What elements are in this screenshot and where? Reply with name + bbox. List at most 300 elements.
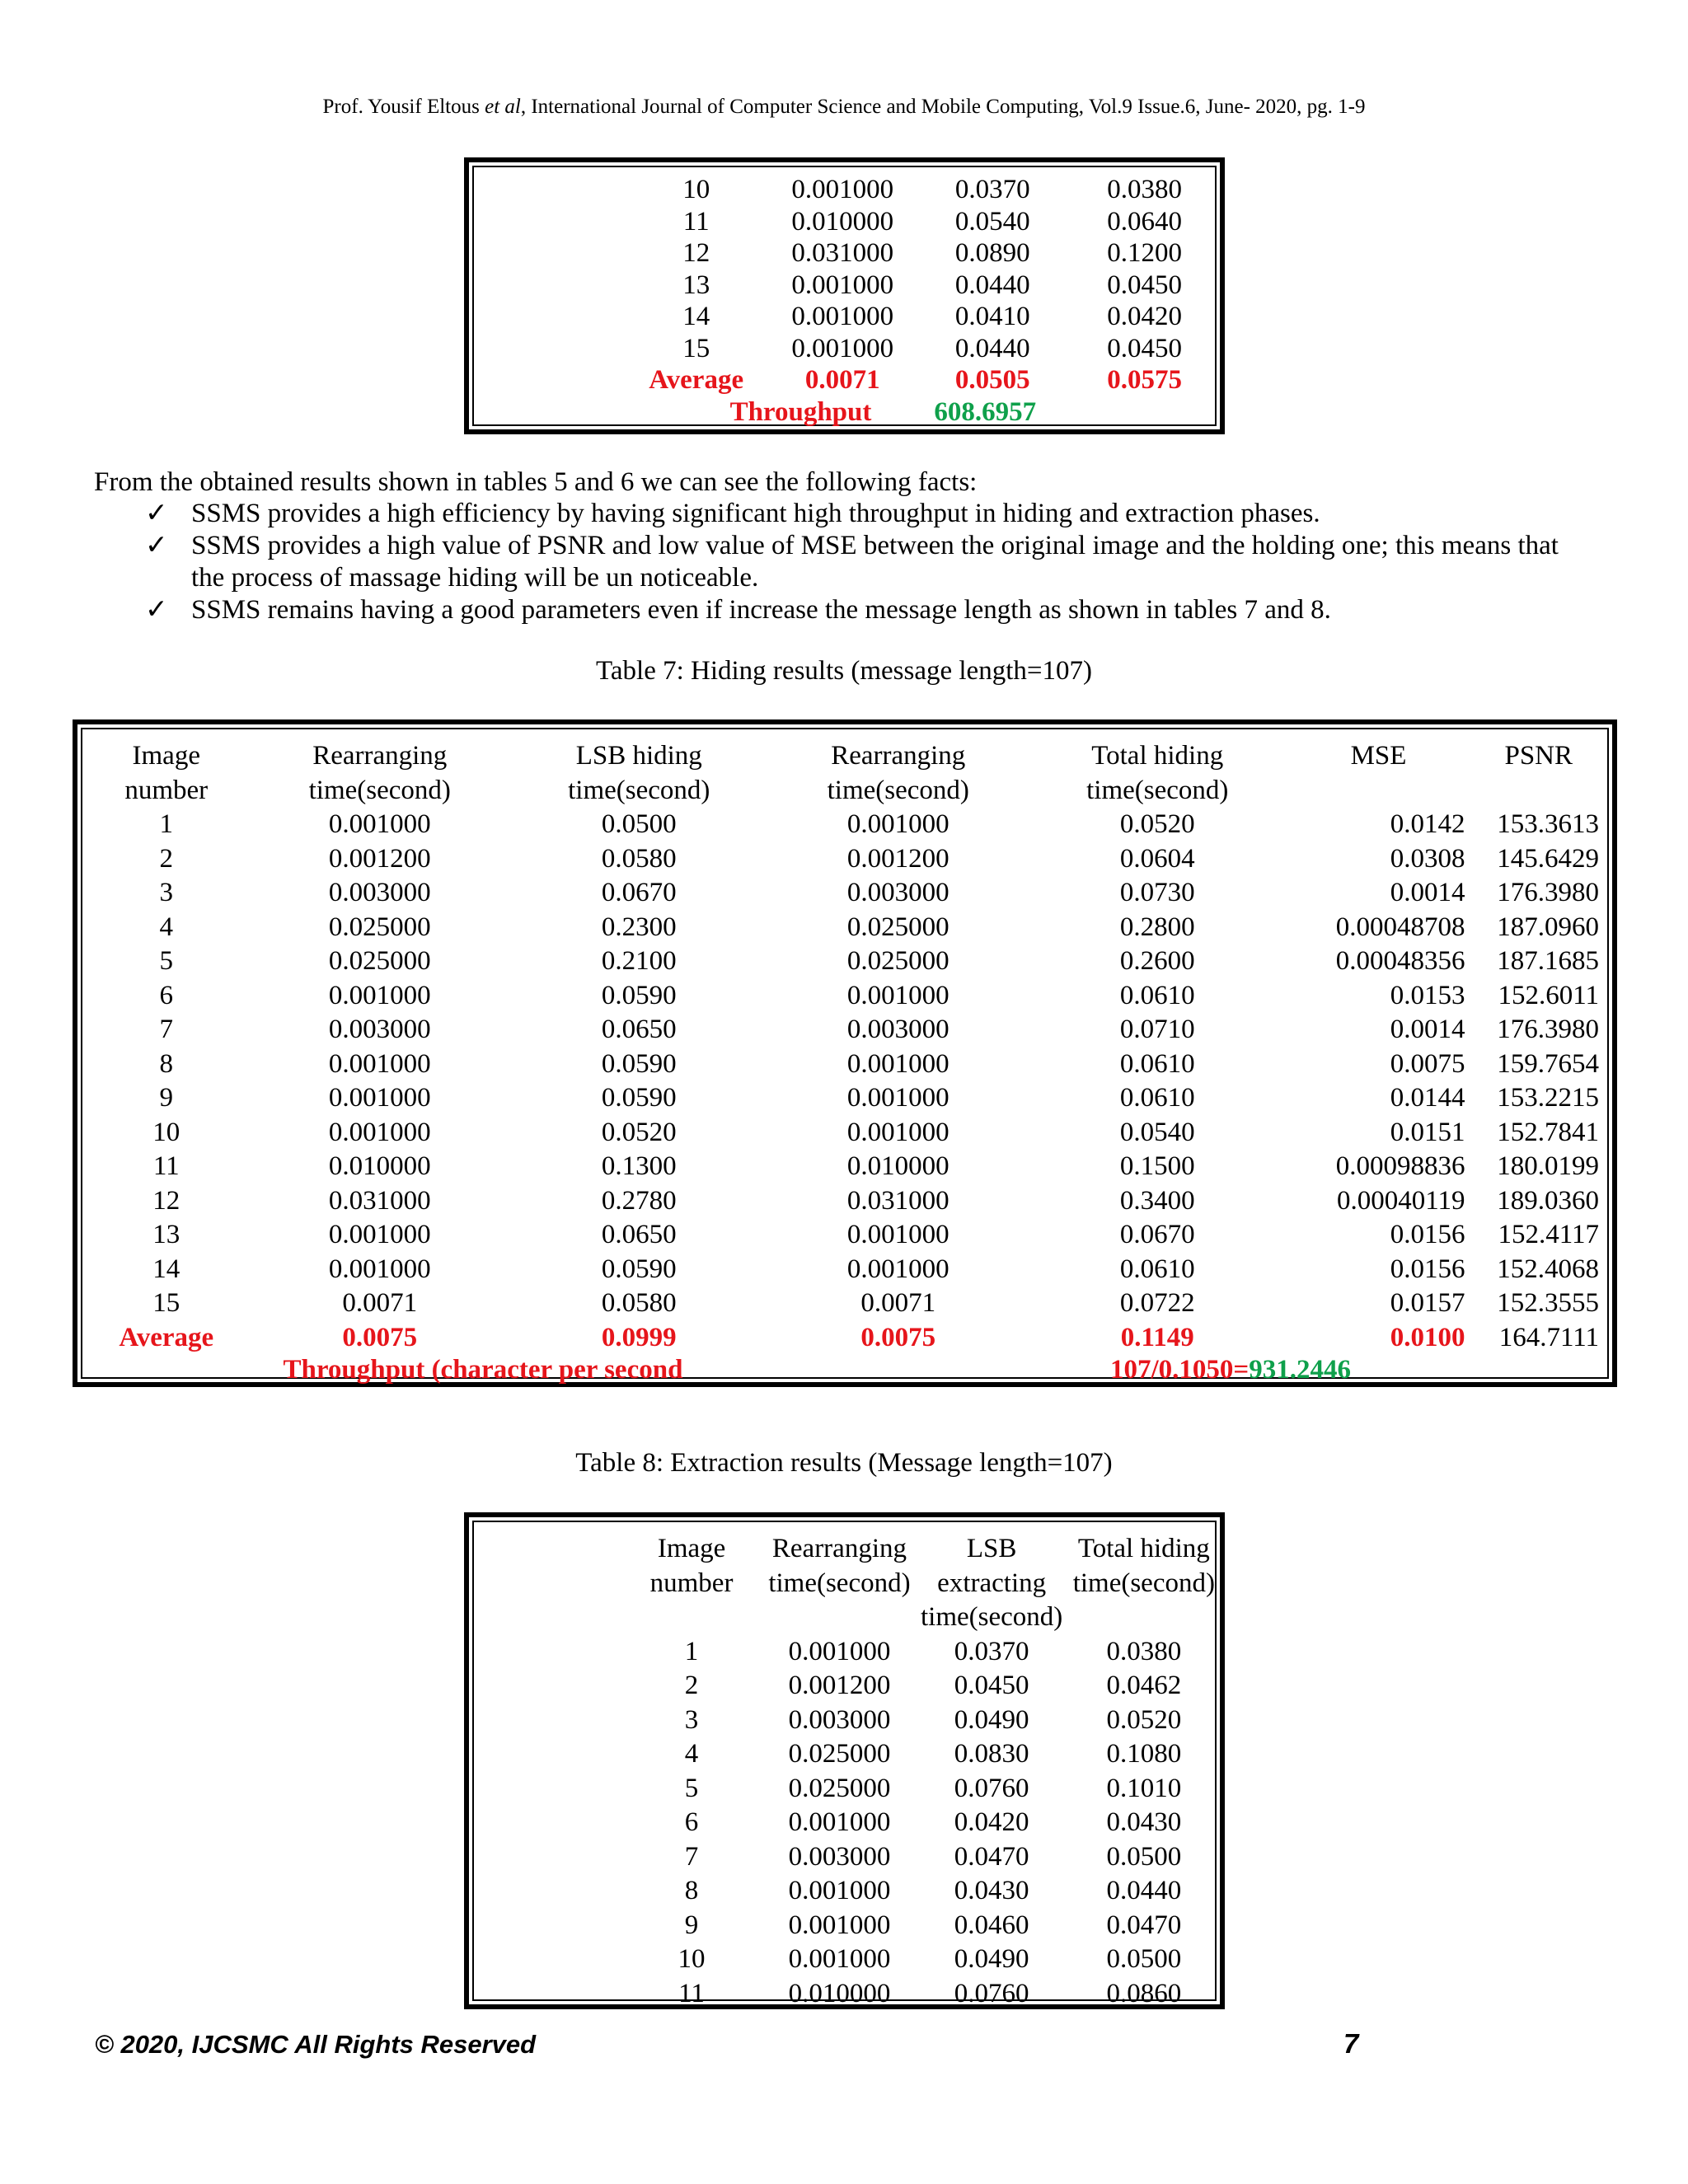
table-row bbox=[82, 1013, 1607, 1047]
table-row bbox=[474, 1635, 1215, 1670]
table-cell: 0.0370 bbox=[954, 1636, 1029, 1666]
table-cell: 0.0420 bbox=[954, 1807, 1029, 1837]
table-cell: 0.001000 bbox=[328, 1254, 431, 1284]
table-cell: 0.001000 bbox=[788, 1636, 891, 1666]
header-row bbox=[82, 739, 1607, 774]
table-cell: 0.0157 bbox=[1390, 1288, 1465, 1318]
table-cell: 0.0440 bbox=[954, 269, 1030, 300]
table-cell: 0.0580 bbox=[601, 1288, 677, 1318]
table-cell: 0.001000 bbox=[788, 1910, 891, 1940]
table-cell: 0.0450 bbox=[1107, 269, 1182, 300]
table-cell: 0.0470 bbox=[1106, 1910, 1182, 1940]
table-cell: 0.001000 bbox=[328, 1048, 431, 1079]
table-cell: 0.001000 bbox=[788, 1944, 891, 1974]
average-cell: 0.0505 bbox=[954, 365, 1030, 395]
spacer-cell bbox=[474, 1806, 615, 1840]
table-cell: 2 bbox=[159, 843, 173, 874]
table-cell: 14 bbox=[152, 1254, 181, 1284]
column-header: Total hiding bbox=[1091, 741, 1224, 771]
table-cell: 0.0500 bbox=[1106, 1841, 1182, 1872]
table-cell: 0.025000 bbox=[788, 1739, 891, 1769]
table-cell: 0.001000 bbox=[328, 1220, 431, 1249]
table-cell: 0.025000 bbox=[788, 1773, 891, 1803]
table-cell: 0.001000 bbox=[328, 1117, 431, 1147]
table-row bbox=[82, 1116, 1607, 1151]
spacer-cell bbox=[474, 206, 618, 238]
table-cell: 8 bbox=[159, 1048, 173, 1079]
table-row bbox=[82, 1286, 1607, 1321]
spacer-cell bbox=[474, 1943, 615, 1977]
table-cell: 153.3613 bbox=[1497, 809, 1599, 839]
running-header bbox=[0, 96, 1688, 119]
average-row bbox=[474, 364, 1215, 396]
table-cell: 0.003000 bbox=[846, 878, 950, 907]
average-cell: 0.0575 bbox=[1107, 365, 1182, 395]
table-cell: 11 bbox=[678, 1978, 705, 2008]
table-cell: 0.001000 bbox=[846, 1048, 950, 1079]
table-row bbox=[82, 876, 1607, 911]
table-cell: 0.00048356 bbox=[1335, 946, 1465, 976]
table-cell: 0.0760 bbox=[954, 1773, 1029, 1803]
table-cell: 0.00098836 bbox=[1335, 1151, 1465, 1181]
table-cell: 0.1080 bbox=[1106, 1739, 1182, 1769]
table-cell: 13 bbox=[682, 269, 710, 300]
table-cell: 14 bbox=[682, 302, 710, 331]
table-cell: 0.025000 bbox=[328, 912, 431, 942]
table-cell: 0.031000 bbox=[791, 238, 894, 268]
table-cell: 0.003000 bbox=[328, 878, 431, 907]
table-cell: 0.0610 bbox=[1119, 980, 1195, 1010]
column-header: time(second) bbox=[768, 1568, 911, 1598]
table-cell: 9 bbox=[684, 1910, 699, 1940]
spacer-cell bbox=[474, 333, 618, 365]
table-row bbox=[474, 1772, 1215, 1807]
table-cell: 6 bbox=[684, 1807, 699, 1837]
table-cell: 0.001000 bbox=[791, 302, 894, 331]
average-cell: 0.0100 bbox=[1390, 1322, 1465, 1352]
table-cell: 0.0650 bbox=[601, 1015, 677, 1044]
spacer-cell bbox=[474, 301, 618, 333]
table-row bbox=[82, 979, 1607, 1014]
table-row bbox=[474, 206, 1215, 238]
table-cell: 0.001000 bbox=[328, 1083, 431, 1113]
table-cell: 0.001000 bbox=[846, 980, 950, 1010]
table-cell: 10 bbox=[678, 1944, 706, 1974]
table-cell: 0.0640 bbox=[1107, 206, 1182, 237]
table-cell: 0.0450 bbox=[1107, 333, 1182, 363]
spacer-cell bbox=[474, 1909, 615, 1943]
column-header: MSE bbox=[1350, 741, 1407, 771]
table-cell: 1 bbox=[684, 1636, 699, 1666]
table-cell: 0.0520 bbox=[601, 1117, 677, 1147]
table8-caption: Table 8: Extraction results (Message length=107) bbox=[575, 1448, 1113, 1478]
table-cell: 11 bbox=[682, 206, 710, 237]
table-row bbox=[82, 808, 1607, 842]
table-cell: 0.0670 bbox=[601, 878, 677, 907]
average-row bbox=[82, 1321, 1607, 1356]
table-cell: 5 bbox=[159, 946, 173, 976]
header-row bbox=[474, 1567, 1215, 1601]
table-cell: 0.0420 bbox=[1107, 302, 1182, 331]
table-cell: 0.0308 bbox=[1390, 843, 1465, 874]
table-cell: 0.0430 bbox=[1106, 1807, 1182, 1837]
table-cell: 159.7654 bbox=[1497, 1048, 1599, 1079]
table-cell: 0.0151 bbox=[1390, 1117, 1465, 1147]
spacer-cell bbox=[474, 269, 618, 302]
table-cell: 0.0590 bbox=[601, 1254, 677, 1284]
column-header: number bbox=[649, 1568, 734, 1598]
checkmark-icon: ✓ bbox=[145, 499, 168, 528]
table-cell: 0.0730 bbox=[1119, 878, 1195, 907]
spacer-cell bbox=[474, 1532, 615, 1567]
spacer-cell bbox=[474, 1874, 615, 1909]
header-row bbox=[82, 774, 1607, 808]
average-cell: Average bbox=[119, 1322, 214, 1352]
table-cell: 0.0460 bbox=[954, 1910, 1029, 1940]
finding-1-text: SSMS provides a high efficiency by having significant high throughput in hiding and extraction phases. bbox=[191, 499, 1320, 528]
header-row bbox=[474, 1601, 1215, 1635]
table7-caption: Table 7: Hiding results (message length=107) bbox=[596, 656, 1092, 686]
table-cell: 0.003000 bbox=[788, 1704, 891, 1735]
table-cell: 152.3555 bbox=[1497, 1288, 1599, 1318]
table-row bbox=[474, 1909, 1215, 1943]
average-cell: 0.0075 bbox=[342, 1322, 418, 1352]
table-cell: 0.0540 bbox=[1119, 1117, 1195, 1147]
table-cell: 0.0156 bbox=[1390, 1254, 1465, 1284]
table-cell: 0.0610 bbox=[1119, 1254, 1195, 1284]
table-cell: 0.025000 bbox=[328, 946, 431, 976]
spacer-cell bbox=[474, 237, 618, 269]
table-cell: 0.00048708 bbox=[1335, 912, 1465, 942]
table-cell: 0.0590 bbox=[601, 1083, 677, 1113]
table7 bbox=[73, 719, 1617, 1387]
throughput-label: Throughput (character per second bbox=[283, 1355, 683, 1385]
table-cell: 0.1500 bbox=[1119, 1151, 1195, 1181]
column-header: Total hiding bbox=[1077, 1534, 1210, 1563]
table-cell: 0.1300 bbox=[601, 1151, 677, 1181]
table-cell: 0.025000 bbox=[846, 946, 950, 976]
table-cell: 0.0490 bbox=[954, 1944, 1029, 1974]
checkmark-icon: ✓ bbox=[145, 595, 168, 625]
average-cell: 0.1149 bbox=[1120, 1322, 1194, 1352]
table-cell: 0.2800 bbox=[1119, 912, 1195, 942]
table-cell: 176.3980 bbox=[1497, 878, 1599, 907]
table-row bbox=[474, 1737, 1215, 1772]
table-row bbox=[474, 237, 1215, 269]
table-cell: 0.1010 bbox=[1106, 1773, 1182, 1803]
column-header bbox=[615, 1601, 769, 1635]
table-cell: 0.2600 bbox=[1119, 946, 1195, 976]
table-row bbox=[474, 301, 1215, 333]
table-cell: 15 bbox=[682, 333, 710, 363]
average-cell: 0.0071 bbox=[804, 365, 880, 395]
table-row bbox=[82, 1081, 1607, 1116]
table-cell: 11 bbox=[152, 1151, 180, 1181]
column-header: extracting bbox=[937, 1568, 1047, 1598]
spacer-cell bbox=[474, 1977, 615, 2012]
table-cell: 152.6011 bbox=[1498, 980, 1599, 1010]
header-journal: , International Journal of Computer Science and Mobile Computing, Vol.9 Issue.6, June- 2020, pg. 1-9 bbox=[520, 96, 1366, 118]
column-header: Rearranging bbox=[312, 741, 448, 771]
table-cell: 0.0710 bbox=[1119, 1015, 1195, 1044]
table-cell: 0.001000 bbox=[846, 1083, 950, 1113]
throughput-label: Throughput bbox=[729, 396, 872, 427]
column-header: Rearranging bbox=[771, 1534, 907, 1563]
table-cell: 0.1200 bbox=[1107, 238, 1182, 268]
table-cell: 0.3400 bbox=[1119, 1185, 1195, 1216]
table-cell: 0.001000 bbox=[791, 333, 894, 363]
column-header bbox=[768, 1601, 910, 1635]
table-cell: 152.4117 bbox=[1498, 1220, 1599, 1249]
table-cell: 7 bbox=[159, 1015, 173, 1044]
finding-3-text: SSMS remains having a good parameters even if increase the message length as shown in tables 7 and 8. bbox=[191, 595, 1331, 625]
table-cell: 180.0199 bbox=[1497, 1151, 1599, 1181]
table-cell: 0.0153 bbox=[1390, 980, 1465, 1010]
table-cell: 0.0670 bbox=[1119, 1220, 1195, 1249]
findings-intro: From the obtained results shown in tables 5 and 6 we can see the following facts: bbox=[94, 467, 978, 497]
finding-2-continued bbox=[191, 562, 758, 594]
table-cell: 0.0380 bbox=[1107, 175, 1182, 204]
table-cell: 0.001000 bbox=[846, 1254, 950, 1284]
table-cell: 0.001200 bbox=[846, 843, 950, 874]
table-cell: 0.0410 bbox=[954, 302, 1030, 331]
table-cell: 0.0520 bbox=[1119, 809, 1195, 839]
column-header: time(second) bbox=[1072, 1568, 1215, 1598]
table-cell: 9 bbox=[159, 1083, 173, 1113]
table-cell: 0.031000 bbox=[846, 1185, 950, 1216]
table-cell: 12 bbox=[682, 238, 710, 268]
column-header: time(second) bbox=[827, 775, 969, 805]
table-row bbox=[474, 1943, 1215, 1977]
table-cell: 0.0540 bbox=[954, 206, 1030, 237]
table-cell: 0.0014 bbox=[1390, 878, 1465, 907]
table-row bbox=[474, 1977, 1215, 2012]
throughput-row bbox=[474, 396, 1215, 429]
table-cell: 0.00040119 bbox=[1336, 1185, 1465, 1216]
table-cell: 4 bbox=[159, 912, 173, 942]
table-cell: 187.0960 bbox=[1497, 912, 1599, 942]
spacer-cell bbox=[82, 1355, 251, 1385]
column-header bbox=[1287, 774, 1470, 808]
table-row bbox=[82, 1253, 1607, 1287]
table-cell: 0.001000 bbox=[846, 1117, 950, 1147]
table-cell: 0.0500 bbox=[601, 809, 677, 839]
table6-continued bbox=[464, 157, 1225, 434]
table-row bbox=[474, 269, 1215, 302]
table-row bbox=[82, 1184, 1607, 1219]
table-cell: 0.0520 bbox=[1106, 1704, 1182, 1735]
table-cell: 0.0071 bbox=[342, 1288, 418, 1318]
table-cell: 0.0590 bbox=[601, 1048, 677, 1079]
spacer-cell bbox=[474, 1567, 615, 1601]
table-cell: 0.001000 bbox=[791, 269, 894, 300]
table-row bbox=[474, 1704, 1215, 1738]
table-cell: 1 bbox=[159, 809, 173, 839]
table-cell: 0.0462 bbox=[1106, 1671, 1182, 1700]
column-header bbox=[1073, 1601, 1215, 1635]
table-cell: 0.0500 bbox=[1106, 1944, 1182, 1974]
table-cell: 4 bbox=[684, 1739, 699, 1769]
table-cell: 0.001000 bbox=[791, 175, 894, 204]
column-header bbox=[1470, 774, 1608, 808]
table-cell: 145.6429 bbox=[1497, 843, 1599, 874]
finding-2-text: SSMS provides a high value of PSNR and low value of MSE between the original image and the holding one; this means that bbox=[191, 531, 1559, 560]
table-cell: 0.0610 bbox=[1119, 1083, 1195, 1113]
throughput-row bbox=[82, 1355, 1607, 1385]
table-row bbox=[474, 1874, 1215, 1909]
column-header: Image bbox=[132, 741, 200, 771]
table-row bbox=[474, 1669, 1215, 1704]
table-cell: 3 bbox=[159, 878, 173, 907]
table-cell: 0.001200 bbox=[788, 1671, 891, 1700]
average-cell: 164.7111 bbox=[1498, 1322, 1599, 1352]
copyright-notice: © 2020, IJCSMC All Rights Reserved bbox=[95, 2030, 537, 2059]
table-cell: 0.003000 bbox=[846, 1015, 950, 1044]
table-cell: 0.2780 bbox=[601, 1185, 677, 1216]
table-cell: 0.0440 bbox=[1106, 1876, 1182, 1905]
table-cell: 0.0830 bbox=[954, 1739, 1029, 1769]
table-cell: 0.2300 bbox=[601, 912, 677, 942]
spacer-cell bbox=[474, 1772, 615, 1807]
table-row bbox=[82, 911, 1607, 945]
table-cell: 3 bbox=[684, 1704, 699, 1735]
column-header: time(second) bbox=[1086, 775, 1229, 805]
column-header: Rearranging bbox=[831, 741, 966, 771]
spacer-cell bbox=[474, 1737, 615, 1772]
table-cell: 0.010000 bbox=[791, 206, 894, 237]
table-cell: 0.003000 bbox=[328, 1015, 431, 1044]
header-authors: Prof. Yousif Eltous bbox=[322, 96, 485, 118]
column-header: Image bbox=[657, 1534, 726, 1563]
table-cell: 0.0071 bbox=[860, 1288, 936, 1318]
average-cell: 0.0999 bbox=[601, 1322, 677, 1352]
table-cell: 2 bbox=[684, 1671, 699, 1700]
column-header: PSNR bbox=[1504, 741, 1573, 771]
table-row bbox=[474, 333, 1215, 365]
header-etal: et al bbox=[485, 96, 521, 118]
table-cell: 0.001000 bbox=[328, 980, 431, 1010]
throughput-value: 608.6957 bbox=[934, 396, 1037, 427]
header-row bbox=[474, 1532, 1215, 1567]
checkmark-icon: ✓ bbox=[145, 531, 168, 560]
throughput-value: 931.2446 bbox=[1249, 1355, 1351, 1385]
table-cell: 152.7841 bbox=[1497, 1117, 1599, 1147]
table-cell: 0.0760 bbox=[954, 1978, 1029, 2008]
spacer-cell bbox=[474, 1704, 615, 1738]
table-cell: 0.2100 bbox=[601, 946, 677, 976]
table-cell: 0.0490 bbox=[954, 1704, 1029, 1735]
spacer-cell bbox=[474, 1669, 615, 1704]
table-cell: 0.031000 bbox=[328, 1185, 431, 1216]
spacer-cell bbox=[474, 396, 618, 429]
table-cell: 0.0450 bbox=[954, 1671, 1029, 1700]
table-cell: 0.0430 bbox=[954, 1876, 1029, 1905]
table-cell: 0.0580 bbox=[601, 843, 677, 874]
table-cell: 0.0075 bbox=[1390, 1048, 1465, 1079]
table-row bbox=[82, 842, 1607, 877]
table-cell: 0.001200 bbox=[328, 843, 431, 874]
table-cell: 0.0604 bbox=[1119, 843, 1195, 874]
table-cell: 176.3980 bbox=[1497, 1015, 1599, 1044]
table-cell: 0.0470 bbox=[954, 1841, 1029, 1872]
spacer-cell bbox=[474, 364, 618, 396]
table-cell: 0.0610 bbox=[1119, 1048, 1195, 1079]
table-row bbox=[82, 1150, 1607, 1184]
table-cell: 0.0156 bbox=[1390, 1220, 1465, 1249]
column-header: time(second) bbox=[568, 775, 710, 805]
table-cell: 15 bbox=[152, 1288, 181, 1318]
table-cell: 0.0370 bbox=[954, 175, 1030, 204]
table-cell: 0.0142 bbox=[1390, 809, 1465, 839]
average-cell: Average bbox=[649, 365, 744, 395]
table-cell: 10 bbox=[152, 1117, 181, 1147]
table-cell: 0.025000 bbox=[846, 912, 950, 942]
table-cell: 8 bbox=[684, 1876, 699, 1905]
table-cell: 0.0014 bbox=[1390, 1015, 1465, 1044]
table-cell: 0.0890 bbox=[954, 238, 1030, 268]
table-cell: 0.003000 bbox=[788, 1841, 891, 1872]
table-cell: 6 bbox=[159, 980, 173, 1010]
table-cell: 0.010000 bbox=[846, 1151, 950, 1181]
table-cell: 0.0860 bbox=[1106, 1978, 1182, 2008]
table-cell: 187.1685 bbox=[1497, 946, 1599, 976]
table-row bbox=[82, 1218, 1607, 1253]
spacer-cell bbox=[474, 1635, 615, 1670]
table-row bbox=[82, 944, 1607, 979]
spacer-cell bbox=[474, 1840, 615, 1875]
table-cell: 0.001000 bbox=[846, 1220, 950, 1249]
table-cell: 189.0360 bbox=[1497, 1185, 1599, 1216]
table-cell: 153.2215 bbox=[1497, 1083, 1599, 1113]
table-cell: 0.0380 bbox=[1106, 1636, 1182, 1666]
table-cell: 0.0440 bbox=[954, 333, 1030, 363]
finding-2-cont-text: the process of massage hiding will be un noticeable. bbox=[191, 563, 759, 593]
table-cell: 5 bbox=[684, 1773, 699, 1803]
spacer-cell bbox=[474, 1601, 615, 1635]
column-header: LSB hiding bbox=[575, 741, 702, 771]
table-cell: 0.001000 bbox=[788, 1807, 891, 1837]
throughput-formula-cell bbox=[1028, 1355, 1607, 1385]
table-cell: 10 bbox=[682, 175, 710, 204]
table-cell: 12 bbox=[152, 1185, 181, 1216]
column-header: LSB bbox=[966, 1534, 1017, 1563]
column-header: time(second) bbox=[921, 1602, 1063, 1632]
table-cell: 13 bbox=[152, 1220, 181, 1249]
table-cell: 0.001000 bbox=[846, 809, 950, 839]
table-cell: 0.001000 bbox=[328, 809, 431, 839]
spacer-cell bbox=[474, 174, 618, 206]
page-number: 7 bbox=[1343, 2028, 1359, 2059]
table-cell: 0.0144 bbox=[1390, 1083, 1465, 1113]
table-cell: 0.0722 bbox=[1119, 1288, 1195, 1318]
table-cell: 0.0650 bbox=[601, 1220, 677, 1249]
table8 bbox=[464, 1512, 1225, 2009]
table-row bbox=[82, 1047, 1607, 1082]
table-row bbox=[474, 1840, 1215, 1875]
average-cell: 0.0075 bbox=[860, 1322, 936, 1352]
table-cell: 0.001000 bbox=[788, 1876, 891, 1905]
table-cell: 152.4068 bbox=[1497, 1254, 1599, 1284]
table-cell: 0.010000 bbox=[328, 1151, 431, 1181]
table-row bbox=[474, 174, 1215, 206]
column-header: number bbox=[124, 775, 209, 805]
table-cell: 7 bbox=[684, 1841, 699, 1872]
column-header: time(second) bbox=[308, 775, 451, 805]
throughput-formula: 107/0.1050= bbox=[1110, 1355, 1250, 1385]
table-cell: 0.010000 bbox=[788, 1978, 891, 2008]
table-row bbox=[474, 1806, 1215, 1840]
table-cell: 0.0590 bbox=[601, 980, 677, 1010]
